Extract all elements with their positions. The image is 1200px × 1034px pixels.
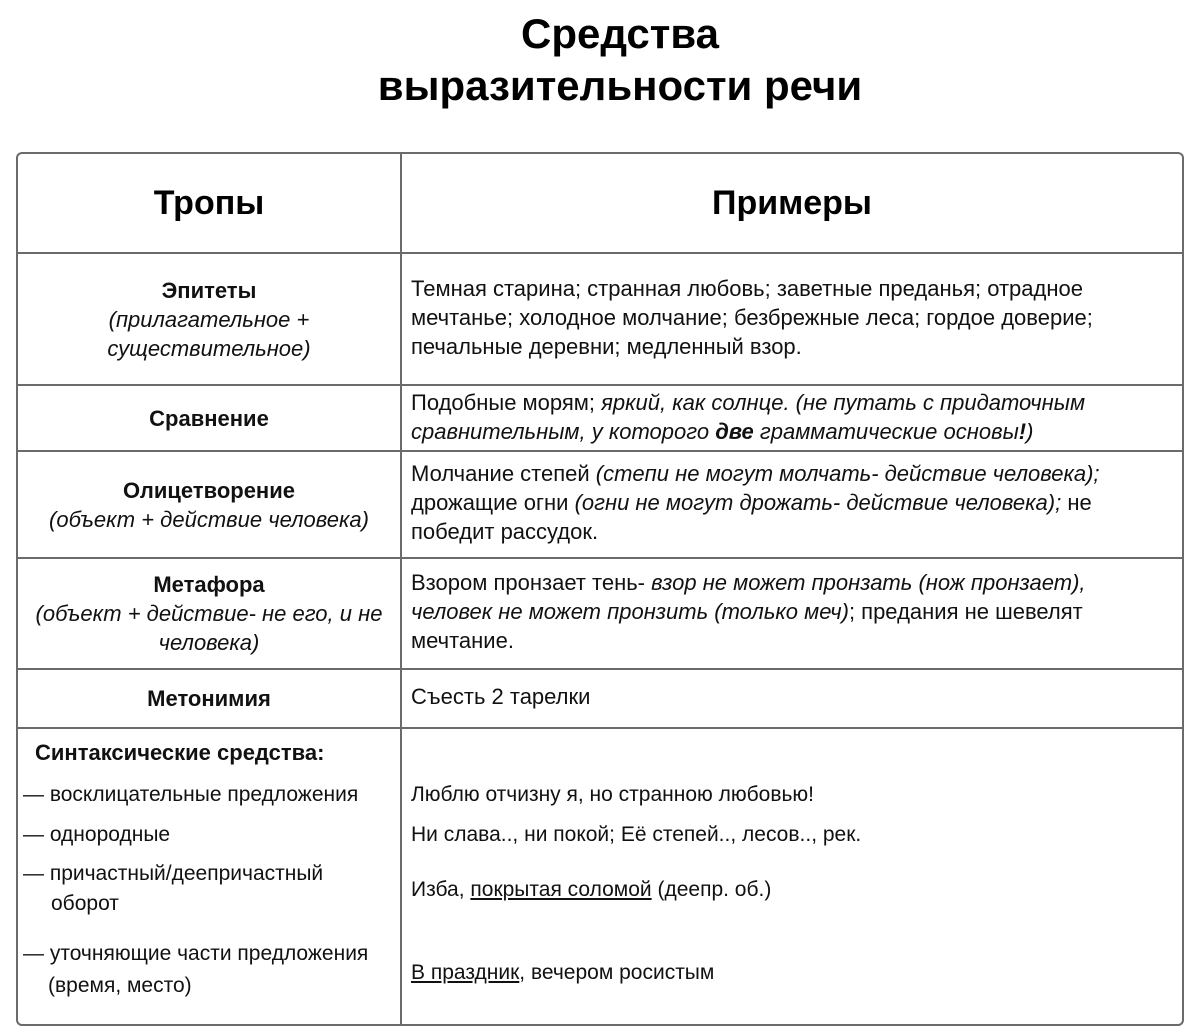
comparison-ex-3: две — [715, 419, 754, 444]
comparison-ex-4: грамматические основы — [753, 419, 1019, 444]
row-epithets-example: Темная старина; странная любовь; заветные преданья; отрадное мечтанье; холодное молчание; безбрежные леса; гордое доверие; печальные деревни; медленный взор. — [411, 276, 1093, 359]
row-metaphor-name — [18, 559, 400, 668]
comparison-ex-5: ! — [1018, 419, 1027, 444]
syntax-item-clarify: — уточняющие части предложения — [23, 942, 369, 965]
personification-ex-4: (огни не могут дрожать- действие человека); — [574, 490, 1062, 515]
metaphor-ex-2: взор не может пронзать (нож пронзает), человек не может пронзить (только меч) — [411, 570, 1086, 624]
comparison-ex-2: яркий, как солнце. (не путать с придаточным сравнительным, у которого — [411, 390, 1086, 444]
syntax-title: Синтаксические средства: — [35, 740, 325, 765]
comparison-label: Сравнение — [149, 405, 269, 431]
row-metonymy-example: Съесть 2 тарелки — [411, 684, 591, 709]
metaphor-ex-1: Взором пронзает тень- — [411, 570, 652, 595]
epithets-note: (прилагательное + существительное) — [107, 306, 311, 361]
clarify-phrase: В праздник — [411, 961, 520, 984]
metaphor-note: (объект + действие- не его, и не человека) — [35, 601, 383, 655]
syntax-item-homogeneous: — однородные — [23, 823, 171, 846]
header-examples — [402, 154, 1182, 252]
personification-ex-5: не победит рассудок. — [411, 490, 1092, 544]
syntax-example-clarify — [411, 958, 714, 988]
personification-ex-2: (степи не могут молчать- действие человека); — [595, 461, 1100, 486]
syntax-example-homogeneous: Ни слава.., ни покой; Её степей.., лесов.., рек. — [411, 823, 862, 846]
row-comparison-name — [18, 386, 400, 450]
row-personification-name — [18, 452, 400, 557]
row-personification-example — [411, 459, 1170, 546]
header-tropes-text: Тропы — [153, 183, 265, 222]
epithets-label: Эпитеты — [161, 277, 257, 303]
syntax-item-participle: — причастный/деепричастный — [23, 862, 324, 885]
syntax-example-exclamation: Люблю отчизну я, но странною любовью! — [411, 783, 814, 806]
metaphor-ex-3: ; предания не шевелят мечтание. — [411, 599, 1083, 653]
title-line-1: Средства — [520, 10, 719, 57]
devices-table — [16, 152, 1184, 1026]
personification-ex-3: дрожащие огни — [411, 490, 575, 515]
row-epithets-name — [18, 254, 400, 384]
participle-post: (деепр. об.) — [651, 878, 772, 901]
row-divider — [18, 727, 1182, 729]
column-divider — [400, 154, 402, 1024]
personification-note: (объект + действие человека) — [49, 506, 369, 532]
title-line-2: выразительности речи — [377, 62, 863, 109]
header-tropes — [18, 154, 400, 252]
header-examples-text: Примеры — [712, 183, 872, 222]
page-title — [0, 8, 1200, 112]
comparison-ex-6: ) — [1026, 419, 1034, 444]
participle-phrase: покрытая соломой — [470, 878, 652, 901]
metaphor-label: Метафора — [153, 572, 265, 597]
metonymy-label: Метонимия — [147, 686, 271, 711]
row-metaphor-example — [411, 568, 1170, 655]
clarify-post: , вечером росистым — [519, 961, 715, 984]
participle-pre: Изба, — [411, 878, 471, 901]
comparison-ex-1: Подобные морям; — [411, 390, 602, 415]
syntax-item-participle-cont: оборот — [51, 892, 119, 915]
personification-label: Олицетворение — [123, 477, 295, 503]
syntax-example-participle — [411, 875, 771, 905]
row-comparison-example — [411, 388, 1170, 446]
syntax-item-clarify-cont: (время, место) — [48, 974, 192, 997]
row-metonymy-name — [18, 670, 400, 727]
personification-ex-1: Молчание степей — [411, 461, 596, 486]
syntax-item-exclamation: — восклицательные предложения — [23, 783, 359, 806]
